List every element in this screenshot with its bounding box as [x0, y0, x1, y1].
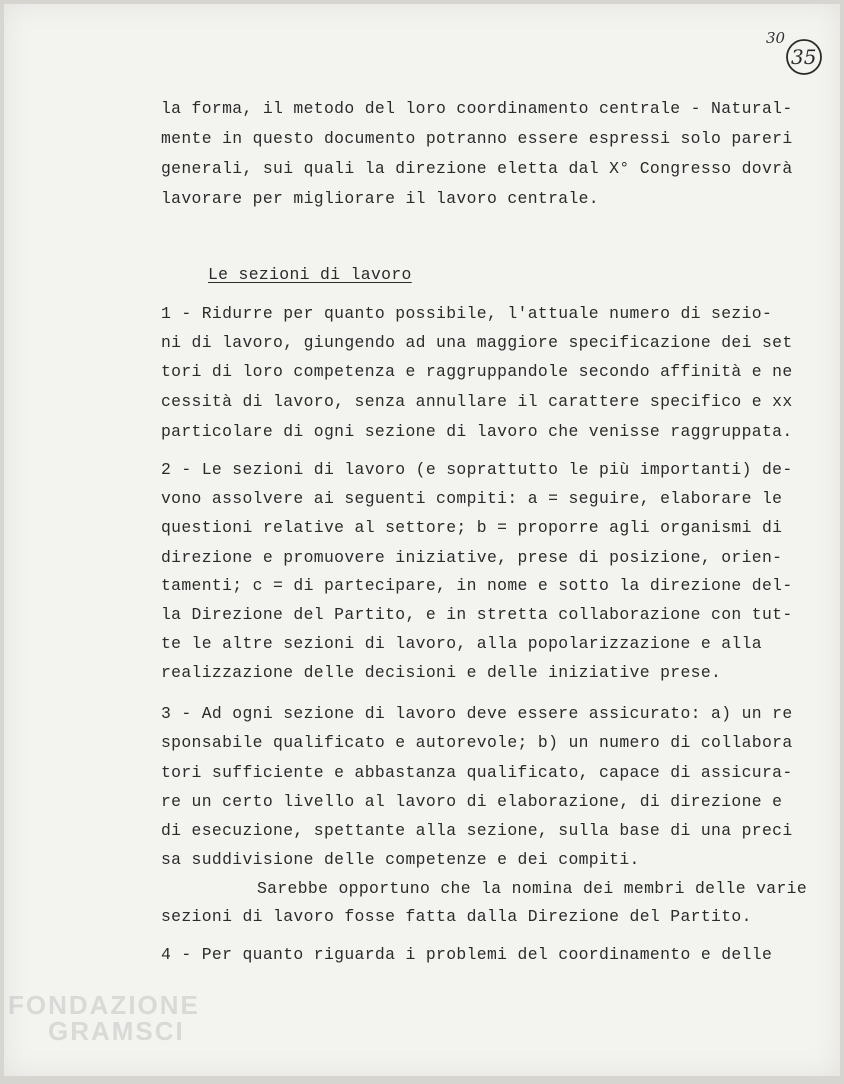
text-line: 3 - Ad ogni sezione di lavoro deve essere assicurato: a) un re: [161, 704, 793, 723]
text-line: mente in questo documento potranno essere espressi solo pareri: [161, 129, 793, 148]
text-line: direzione e promuovere iniziative, prese di posizione, orien-: [161, 548, 783, 567]
text-line: Sarebbe opportuno che la nomina dei membri delle varie: [257, 879, 808, 898]
text-line: vono assolvere ai seguenti compiti: a = seguire, elaborare le: [161, 489, 783, 508]
watermark-logo: [8, 992, 200, 1044]
text-line: tamenti; c = di partecipare, in nome e sotto la direzione del-: [161, 576, 793, 595]
text-line: sponsabile qualificato e autorevole; b) un numero di collabora: [161, 733, 793, 752]
document-page: [4, 4, 840, 1076]
text-line: sa suddivisione delle competenze e dei compiti.: [161, 850, 640, 869]
text-line: 1 - Ridurre per quanto possibile, l'attuale numero di sezio-: [161, 304, 773, 323]
text-line: 2 - Le sezioni di lavoro (e soprattutto le più importanti) de-: [161, 460, 793, 479]
section-heading: Le sezioni di lavoro: [208, 265, 412, 284]
text-line: di esecuzione, spettante alla sezione, sulla base di una preci: [161, 821, 793, 840]
text-line: 4 - Per quanto riguarda i problemi del coordinamento e delle: [161, 945, 773, 964]
stamp-number: 35: [791, 45, 817, 69]
text-line: generali, sui quali la direzione eletta dal X° Congresso dovrà: [161, 159, 793, 178]
text-line: questioni relative al settore; b = proporre agli organismi di: [161, 518, 783, 537]
archive-stamp: [784, 37, 824, 77]
text-line: tori di loro competenza e raggruppandole secondo affinità e ne: [161, 362, 793, 381]
handwritten-page-number: 30: [766, 29, 786, 47]
text-line: sezioni di lavoro fosse fatta dalla Direzione del Partito.: [161, 907, 752, 926]
text-line: tori sufficiente e abbastanza qualificato, capace di assicura-: [161, 763, 793, 782]
text-line: te le altre sezioni di lavoro, alla popolarizzazione e alla: [161, 634, 762, 653]
text-line: ni di lavoro, giungendo ad una maggiore specificazione dei set: [161, 333, 793, 352]
text-line: la forma, il metodo del loro coordinamento centrale - Natural-: [161, 99, 793, 118]
text-line: particolare di ogni sezione di lavoro che venisse raggruppata.: [161, 422, 793, 441]
text-line: cessità di lavoro, senza annullare il carattere specifico e xx: [161, 392, 793, 411]
text-line: realizzazione delle decisioni e delle iniziative prese.: [161, 663, 722, 682]
text-line: lavorare per migliorare il lavoro centrale.: [161, 189, 599, 208]
watermark-line-1: FONDAZIONE: [8, 990, 200, 1020]
watermark-line-2: GRAMSCI: [48, 1016, 185, 1046]
text-line: la Direzione del Partito, e in stretta collaborazione con tut-: [161, 605, 793, 624]
text-line: re un certo livello al lavoro di elaborazione, di direzione e: [161, 792, 783, 811]
